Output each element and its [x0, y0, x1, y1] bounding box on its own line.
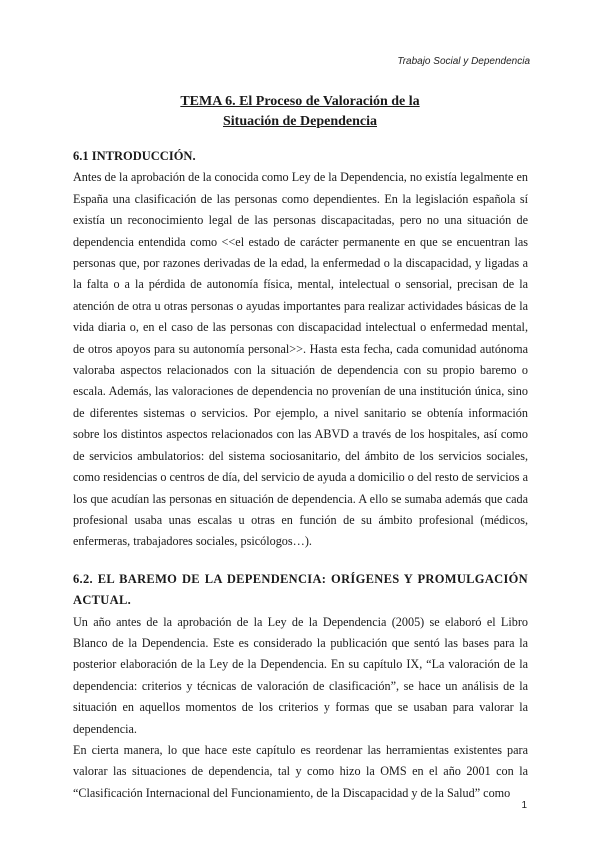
page-number: 1: [521, 800, 527, 811]
baremo-paragraph-1: Un año antes de la aprobación de la Ley de la Dependencia (2005) se elaboró el Libro Blanco de la Dependencia. Este es considerado la publicación que sentó las bases para la posterior elaboración de la Ley de la Dependencia. En su capítulo IX, “La valoración de la dependencia: criterios y técnicas de valoración de clasificación”, se hace un análisis de la situación en aquellos momentos de los criterios y formas que se usaban para valorar la dependencia.: [73, 614, 528, 736]
section-heading-intro: 6.1 INTRODUCCIÓN.: [73, 149, 196, 163]
document-title: [0, 92, 600, 132]
running-header: Trabajo Social y Dependencia: [397, 56, 530, 67]
section-heading-baremo: 6.2. EL BAREMO DE LA DEPENDENCIA: ORÍGENES Y PROMULGACIÓN ACTUAL.: [73, 571, 528, 608]
title-line-2: Situación de Dependencia: [222, 114, 377, 129]
baremo-paragraph-2: En cierta manera, lo que hace este capítulo es reordenar las herramientas existentes para valorar las situaciones de dependencia, tal y como hizo la OMS en el año 2001 con la “Clasificación Internacional del Funcionamiento, de la Discapacidad y de la Salud” como: [73, 742, 528, 800]
intro-paragraph: Antes de la aprobación de la conocida como Ley de la Dependencia, no existía legalmente en España una clasificación de las personas como dependientes. En la legislación española sí existía un reconocimiento legal de las personas discapacitadas, pero no una situación de dependencia entendida como <<el estado de carácter permanente en que se encuentran las personas que, por razones derivadas de la edad, la enfermedad o la discapacidad, y ligadas a la falta o a la pérdida de autonomía física, mental, intelectual o sensorial, precisan de la atención de otra u otras personas o ayudas importantes para realizar actividades básicas de la vida diaria o, en el caso de las personas con discapacidad intelectual o enfermedad mental, de otros apoyos para su autonomía personal>>. Hasta esta fecha, cada comunidad autónoma valoraba aspectos relacionados con la situación de dependencia con su propio baremo o escala. Además, las valoraciones de dependencia no provenían de una institución única, sino de diferentes sistemas o servicios. Por ejemplo, a nivel sanitario se obtenía información sobre los distintos aspectos relacionados con las ABVD a través de los hospitales, así como de servicios ambulatorios: del sistema sociosanitario, del ámbito de los servicios sociales, como residencias o centros de día, del servicio de ayuda a domicilio o del resto de servicios a los que acudían las personas en situación de dependencia. A ello se sumaba además que cada profesional usaba unas escalas u otras en función de su ámbito profesional (médicos, enfermeras, trabajadores sociales, psicólogos…).: [73, 170, 528, 549]
document-body: [73, 146, 528, 804]
title-line-1: TEMA 6. El Proceso de Valoración de la: [180, 94, 420, 109]
